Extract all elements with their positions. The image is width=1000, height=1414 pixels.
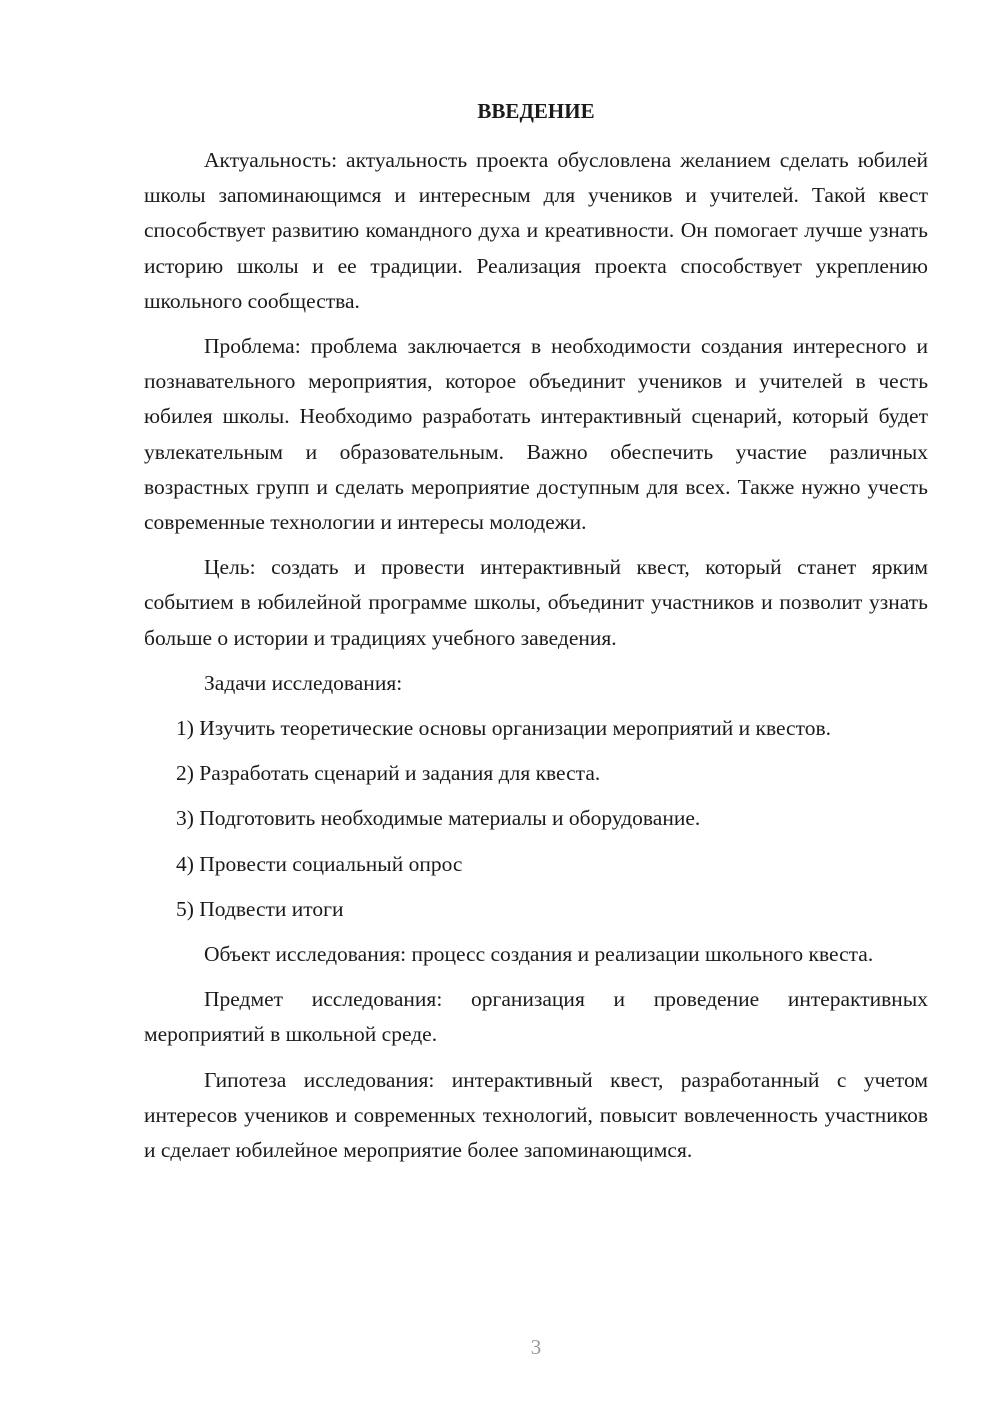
task-item: 3) Подготовить необходимые материалы и оборудование. xyxy=(176,806,701,831)
document-page xyxy=(144,0,928,1414)
document-body xyxy=(144,143,928,1178)
hypothesis-paragraph: Гипотеза исследования: интерактивный квест, разработанный с учетом интересов учеников и современных технологий, повысит вовлеченность участников и сделает юбилейное мероприятие более запоминающимся. xyxy=(144,1067,928,1163)
task-item: 1) Изучить теоретические основы организации мероприятий и квестов. xyxy=(176,716,831,741)
task-item: 4) Провести социальный опрос xyxy=(176,851,463,876)
problem-paragraph: Проблема: проблема заключается в необходимости создания интересного и познавательного мероприятия, которое объединит учеников и учителей в честь юбилея школы. Необходимо разработать интерактивный сценарий, который будет увлекательным и образовательным. Важно обеспечить участие различных возрастных групп и сделать мероприятие доступным для всех. Также нужно учесть современные технологии и интересы молодежи. xyxy=(144,334,928,535)
relevance-paragraph: Актуальность: актуальность проекта обусловлена желанием сделать юбилей школы запоминающимся и интересным для учеников и учителей. Такой квест способствует развитию командного духа и креативности. Он помогает лучше узнать историю школы и ее традиции. Реализация проекта способствует укреплению школьного сообщества. xyxy=(144,148,928,313)
task-item: 2) Разработать сценарий и задания для квеста. xyxy=(176,761,601,786)
section-heading: ВВЕДЕНИЕ xyxy=(477,99,595,123)
goal-paragraph: Цель: создать и провести интерактивный квест, который станет ярким событием в юбилейной программе школы, объединит участников и позволит узнать больше о истории и традициях учебного заведения. xyxy=(144,555,928,650)
page-number: 3 xyxy=(530,1335,542,1359)
tasks-heading: Задачи исследования: xyxy=(204,670,403,695)
subject-paragraph: Предмет исследования: организация и проведение интерактивных мероприятий в школьной среде. xyxy=(144,987,928,1047)
object-paragraph: Объект исследования: процесс создания и реализации школьного квеста. xyxy=(204,942,874,967)
task-item: 5) Подвести итоги xyxy=(176,896,344,921)
